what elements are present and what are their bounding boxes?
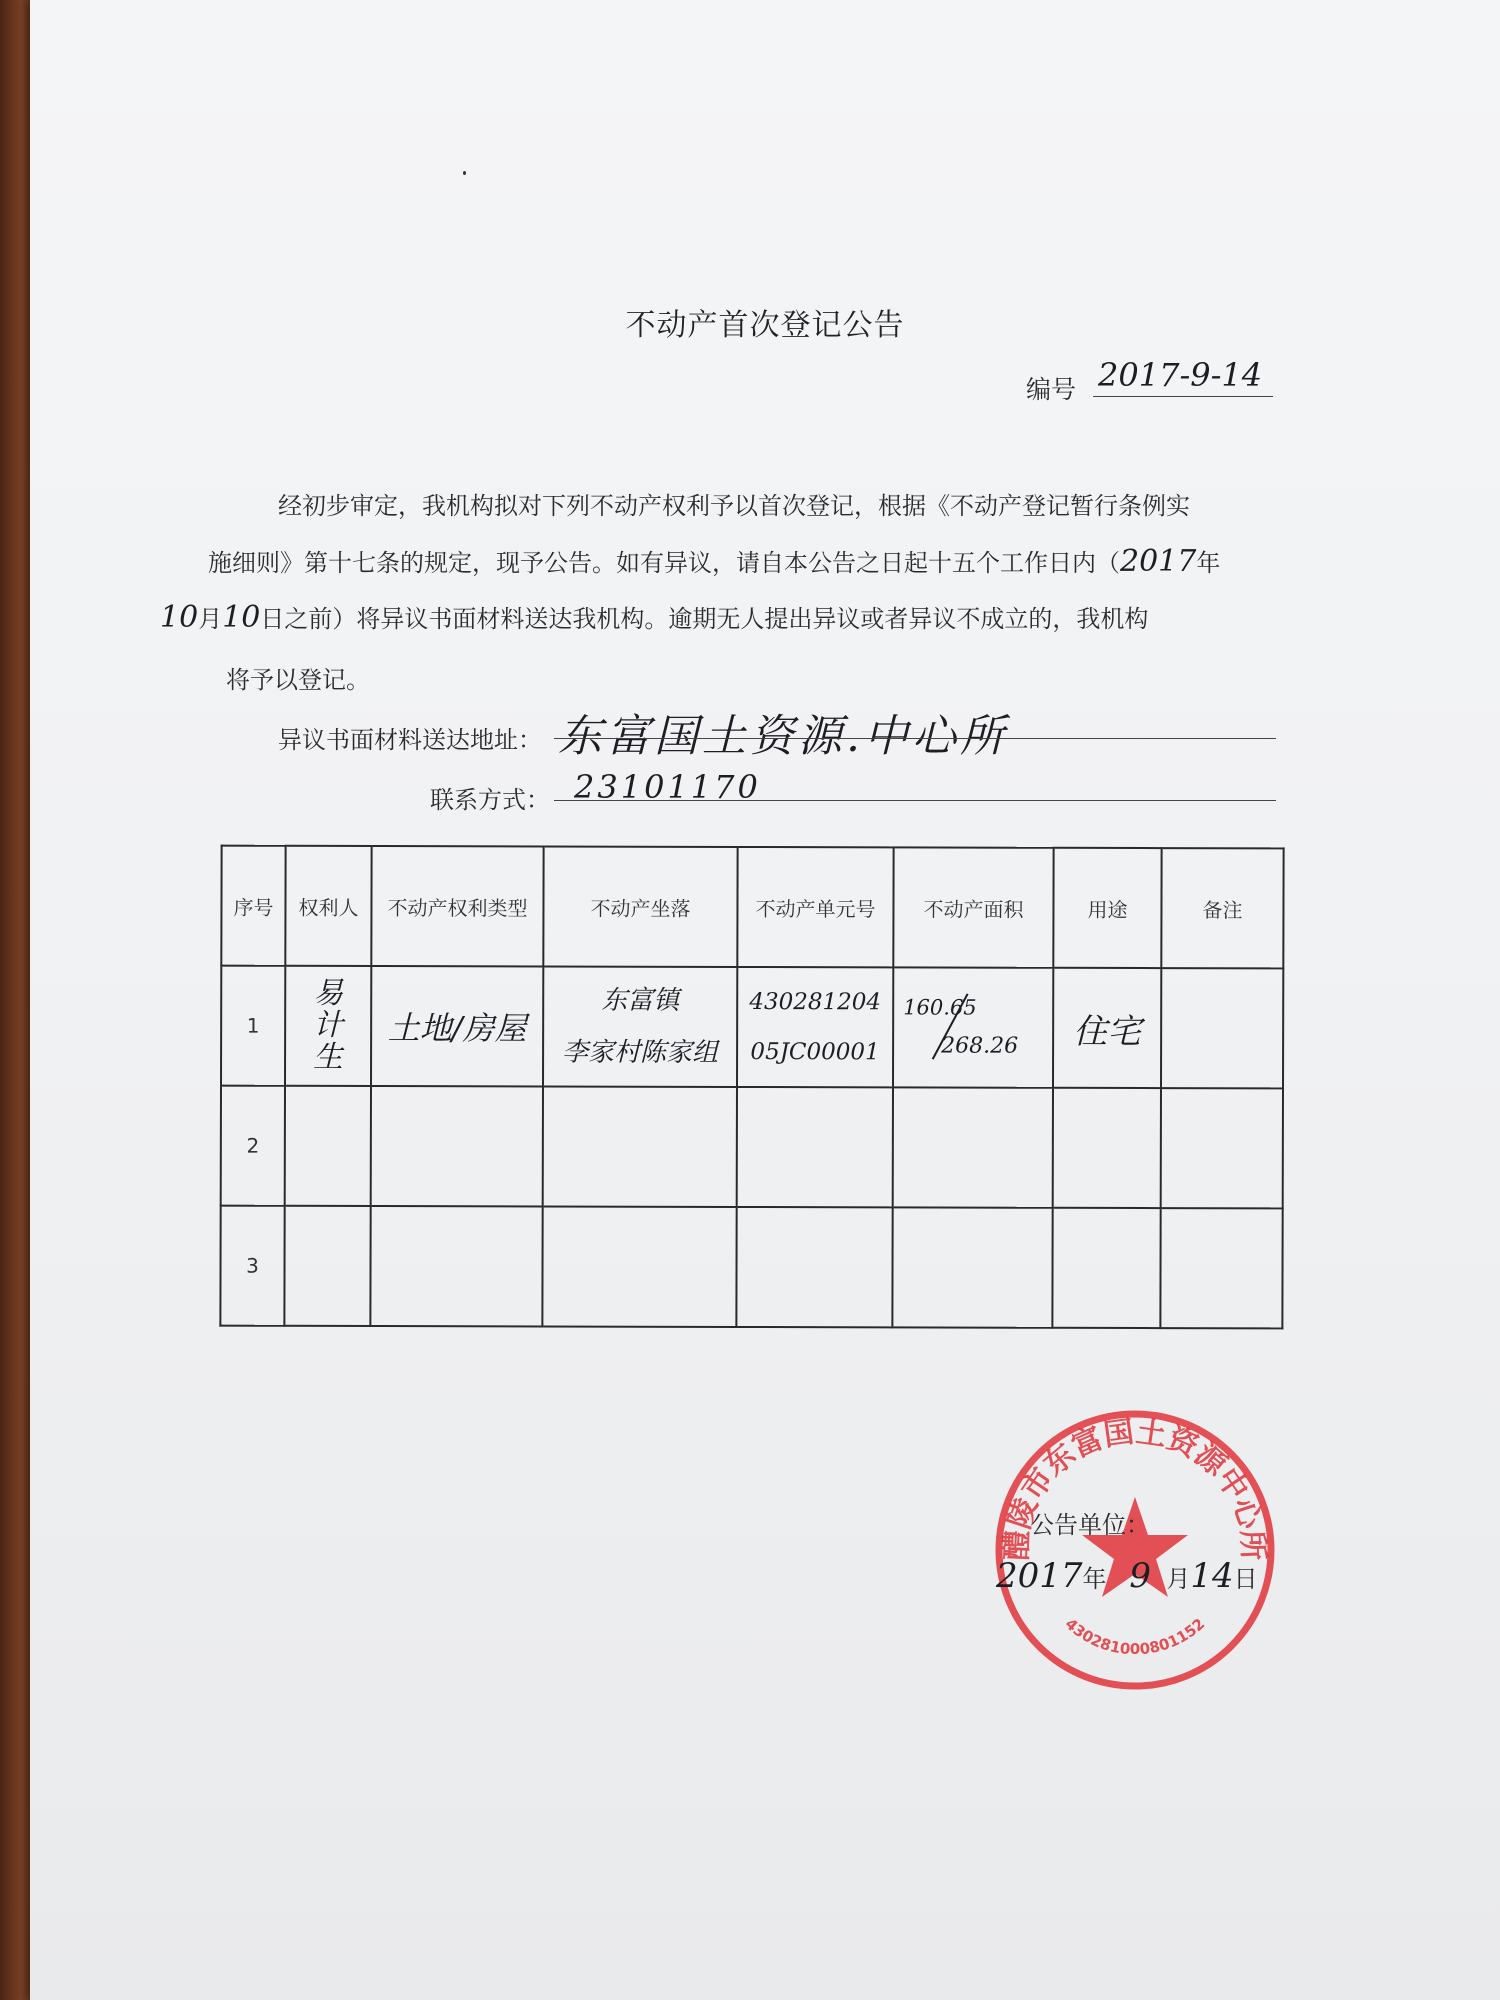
date-year: 2017 xyxy=(996,1556,1083,1596)
issuer-label: 公告单位： xyxy=(1030,1511,1150,1539)
holder-cell xyxy=(284,1206,370,1326)
column-header: 不动产坐落 xyxy=(543,846,737,967)
page-title: 不动产首次登记公告 xyxy=(625,308,905,343)
location-cell xyxy=(543,1086,737,1207)
column-header: 权利人 xyxy=(285,846,371,966)
holder-name: 易计生 xyxy=(313,975,344,1075)
right-type: 土地/房屋 xyxy=(387,1009,527,1048)
table-row xyxy=(221,966,1283,1089)
use-cell xyxy=(1052,1208,1160,1328)
right-type-cell xyxy=(370,1206,542,1326)
location-line-2: 李家村陈家组 xyxy=(562,1037,719,1068)
column-header: 用途 xyxy=(1053,848,1161,968)
unit-number-line-1: 430281204 xyxy=(749,988,882,1016)
note-cell xyxy=(1161,968,1283,1088)
month-char: 月 xyxy=(198,605,223,633)
area-cell xyxy=(893,1087,1053,1207)
serial-underline xyxy=(1093,396,1273,397)
seal-code: 430281000801152 xyxy=(1061,1614,1209,1659)
right-type-cell xyxy=(371,1086,543,1206)
holder-cell xyxy=(285,1086,371,1206)
column-header: 不动产权利类型 xyxy=(371,846,543,966)
row-number: 2 xyxy=(221,1086,285,1206)
table-header-row xyxy=(221,846,1283,969)
contact-label: 联系方式： xyxy=(430,786,550,814)
date-day: 14 xyxy=(1190,1556,1234,1596)
deadline-month: 10 xyxy=(160,600,199,635)
serial-value: 2017-9-14 xyxy=(1098,356,1263,394)
unit-number-cell xyxy=(737,1087,893,1207)
area-cell xyxy=(893,967,1053,1087)
table-row xyxy=(220,1206,1282,1329)
objection-address-underline xyxy=(554,738,1276,739)
location-cell xyxy=(542,1206,736,1327)
contact-value: 23101170 xyxy=(574,768,761,806)
paragraph-line-1: 经初步审定，我机构拟对下列不动产权利予以首次登记，根据《不动产登记暂行条例实 xyxy=(278,492,1190,520)
area-land: 160.65 xyxy=(903,995,977,1020)
unit-number-cell xyxy=(736,1207,892,1327)
paragraph-line-2 xyxy=(208,534,1220,591)
date-month-char: 月 xyxy=(1166,1565,1191,1593)
column-header: 备注 xyxy=(1161,848,1283,968)
paragraph-line-4: 将予以登记。 xyxy=(226,666,370,694)
row-number: 3 xyxy=(220,1206,284,1326)
row-number: 1 xyxy=(221,966,285,1086)
note-cell xyxy=(1161,1088,1283,1208)
right-type-cell xyxy=(371,966,543,1086)
holder-cell xyxy=(285,966,371,1086)
unit-number-line-2: 05JC00001 xyxy=(750,1038,880,1066)
deadline-year: 2017 xyxy=(1120,544,1197,579)
serial-label: 编号 xyxy=(1026,375,1077,404)
column-header: 不动产单元号 xyxy=(737,847,893,967)
unit-number-cell xyxy=(737,967,893,1087)
column-header: 序号 xyxy=(221,846,285,966)
paragraph-line-3-text: 日之前）将异议书面材料送达我机构。逾期无人提出异议或者异议不成立的，我机构 xyxy=(260,605,1149,633)
paragraph-line-3 xyxy=(160,590,1148,647)
issue-date xyxy=(996,1556,1258,1596)
deadline-day: 10 xyxy=(222,600,261,635)
ink-speck xyxy=(463,171,466,175)
objection-address-value: 东富国土资源.中心所 xyxy=(558,711,1008,762)
area-cell xyxy=(892,1207,1052,1327)
note-cell xyxy=(1160,1208,1282,1328)
location-cell xyxy=(543,966,737,1087)
paragraph-line-2-text: 施细则》第十七条的规定，现予公告。如有异议，请自本公告之日起十五个工作日内（ xyxy=(208,549,1120,577)
area-house: 268.26 xyxy=(941,1033,1019,1059)
column-header: 不动产面积 xyxy=(893,847,1053,967)
date-year-char: 年 xyxy=(1082,1565,1107,1593)
seal-text: 醴陵市东富国土资源中心所 xyxy=(999,1414,1271,1562)
year-char: 年 xyxy=(1196,549,1221,577)
use-cell xyxy=(1053,1088,1161,1208)
table-row xyxy=(221,1086,1283,1209)
contact-underline xyxy=(554,800,1276,801)
registration-table xyxy=(219,845,1284,1330)
objection-address-label: 异议书面材料送达地址： xyxy=(278,726,542,754)
notice-paper xyxy=(30,0,1500,2000)
use-value: 住宅 xyxy=(1073,1011,1142,1052)
use-cell xyxy=(1053,968,1161,1088)
date-day-char: 日 xyxy=(1233,1565,1258,1593)
date-month: 9 xyxy=(1129,1556,1152,1596)
official-seal xyxy=(990,1405,1280,1695)
location-line-1: 东富镇 xyxy=(601,985,680,1016)
